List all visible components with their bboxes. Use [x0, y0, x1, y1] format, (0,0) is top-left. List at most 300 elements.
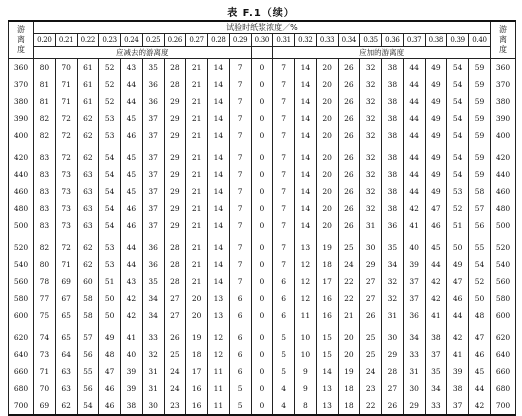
row-freeness-left: 540: [9, 256, 34, 273]
table-cell: 11: [295, 307, 317, 324]
table-cell: 7: [273, 217, 295, 234]
table-cell: 21: [186, 273, 208, 290]
table-cell: 52: [99, 76, 121, 93]
table-cell: 18: [338, 397, 360, 415]
table-cell: 35: [142, 59, 164, 77]
table-cell: 58: [77, 290, 99, 307]
table-cell: 28: [164, 256, 186, 273]
table-cell: 12: [295, 256, 317, 273]
table-cell: 47: [447, 273, 469, 290]
table-cell: 57: [469, 200, 491, 217]
table-cell: 39: [121, 363, 143, 380]
table-cell: 35: [142, 273, 164, 290]
table-cell: 21: [186, 127, 208, 144]
table-cell: 63: [77, 183, 99, 200]
table-cell: 38: [382, 59, 404, 77]
table-cell: 18: [186, 346, 208, 363]
table-cell: 54: [99, 149, 121, 166]
table-cell: 0: [251, 217, 273, 234]
table-cell: 37: [425, 346, 447, 363]
table-cell: 29: [360, 256, 382, 273]
table-cell: 27: [360, 273, 382, 290]
table-cell: 15: [316, 329, 338, 346]
table-cell: 6: [229, 307, 251, 324]
table-cell: 38: [382, 93, 404, 110]
row-freeness-left: 700: [9, 397, 34, 415]
table-cell: 50: [447, 239, 469, 256]
table-cell: 7: [229, 239, 251, 256]
table-cell: 50: [99, 307, 121, 324]
table-cell: 0: [251, 239, 273, 256]
table-cell: 47: [469, 329, 491, 346]
table-cell: 29: [164, 110, 186, 127]
table-cell: 59: [469, 166, 491, 183]
table-cell: 81: [34, 93, 56, 110]
table-row: [9, 346, 516, 363]
table-cell: 29: [164, 200, 186, 217]
table-cell: 44: [403, 183, 425, 200]
table-cell: 63: [77, 200, 99, 217]
table-cell: 80: [34, 256, 56, 273]
table-cell: 14: [208, 110, 230, 127]
table-cell: 33: [425, 397, 447, 415]
row-freeness-left: 620: [9, 329, 34, 346]
table-cell: 46: [121, 217, 143, 234]
table-cell: 82: [34, 110, 56, 127]
concentration-header-cell: 0.32: [295, 34, 317, 47]
table-cell: 75: [34, 307, 56, 324]
table-cell: 37: [142, 200, 164, 217]
table-cell: 16: [316, 290, 338, 307]
concentration-header-cell: 0.23: [99, 34, 121, 47]
table-row: [9, 200, 516, 217]
table-cell: 21: [186, 76, 208, 93]
table-cell: 37: [142, 127, 164, 144]
table-cell: 21: [186, 149, 208, 166]
table-cell: 60: [77, 273, 99, 290]
row-freeness-left: 360: [9, 59, 34, 77]
table-title: 表 F.1（续）: [227, 8, 295, 19]
table-cell: 26: [338, 110, 360, 127]
concentration-header-cell: 0.31: [273, 34, 295, 47]
table-cell: 54: [447, 59, 469, 77]
row-freeness-left: 520: [9, 239, 34, 256]
table-cell: 69: [55, 273, 77, 290]
table-cell: 55: [469, 239, 491, 256]
concentration-header-cell: 0.25: [142, 34, 164, 47]
table-cell: 0: [251, 183, 273, 200]
table-row: [9, 127, 516, 144]
table-cell: 72: [55, 127, 77, 144]
table-cell: 31: [403, 363, 425, 380]
table-cell: 63: [55, 380, 77, 397]
table-cell: 44: [403, 59, 425, 77]
table-cell: 33: [142, 329, 164, 346]
row-freeness-right: 380: [491, 93, 516, 110]
concentration-header-cell: 0.40: [469, 34, 491, 47]
table-cell: 0: [251, 127, 273, 144]
table-cell: 49: [425, 76, 447, 93]
table-cell: 83: [34, 149, 56, 166]
table-cell: 8: [295, 397, 317, 415]
table-cell: 54: [99, 183, 121, 200]
table-cell: 22: [338, 290, 360, 307]
table-cell: 42: [469, 397, 491, 415]
table-cell: 54: [447, 93, 469, 110]
table-cell: 50: [469, 290, 491, 307]
table-cell: 54: [99, 200, 121, 217]
table-cell: 14: [295, 93, 317, 110]
table-cell: 55: [77, 363, 99, 380]
table-cell: 37: [142, 110, 164, 127]
table-cell: 53: [447, 183, 469, 200]
table-cell: 7: [273, 200, 295, 217]
table-cell: 72: [55, 239, 77, 256]
table-cell: 14: [295, 166, 317, 183]
table-cell: 14: [295, 149, 317, 166]
table-cell: 19: [186, 329, 208, 346]
table-row: [9, 93, 516, 110]
table-cell: 71: [55, 93, 77, 110]
table-cell: 44: [121, 93, 143, 110]
table-cell: 29: [164, 166, 186, 183]
table-cell: 29: [164, 183, 186, 200]
table-cell: 21: [186, 110, 208, 127]
table-cell: 46: [469, 346, 491, 363]
row-freeness-right: 360: [491, 59, 516, 77]
table-cell: 61: [77, 59, 99, 77]
table-cell: 31: [142, 363, 164, 380]
table-cell: 0: [251, 290, 273, 307]
table-cell: 36: [142, 239, 164, 256]
table-cell: 12: [295, 273, 317, 290]
concentration-header-cell: 0.29: [229, 34, 251, 47]
table-cell: 13: [295, 239, 317, 256]
table-cell: 49: [99, 329, 121, 346]
table-cell: 26: [338, 76, 360, 93]
table-cell: 48: [99, 346, 121, 363]
table-cell: 14: [208, 217, 230, 234]
table-cell: 32: [360, 183, 382, 200]
row-freeness-left: 480: [9, 200, 34, 217]
table-cell: 14: [208, 59, 230, 77]
table-cell: 59: [469, 110, 491, 127]
table-cell: 14: [295, 76, 317, 93]
table-cell: 69: [34, 397, 56, 415]
table-cell: 59: [469, 59, 491, 77]
table-cell: 14: [208, 76, 230, 93]
table-cell: 28: [164, 59, 186, 77]
concentration-header-cell: 0.27: [186, 34, 208, 47]
table-cell: 13: [316, 397, 338, 415]
table-cell: 28: [164, 239, 186, 256]
table-cell: 34: [142, 307, 164, 324]
table-cell: 21: [186, 183, 208, 200]
concentration-header-cell: 0.26: [164, 34, 186, 47]
table-cell: 7: [229, 127, 251, 144]
table-cell: 14: [295, 200, 317, 217]
table-cell: 26: [338, 217, 360, 234]
table-cell: 7: [273, 76, 295, 93]
table-cell: 36: [403, 307, 425, 324]
table-cell: 7: [273, 183, 295, 200]
table-cell: 73: [55, 183, 77, 200]
table-cell: 73: [34, 346, 56, 363]
table-cell: 28: [164, 76, 186, 93]
table-cell: 71: [34, 363, 56, 380]
table-cell: 54: [447, 76, 469, 93]
concentration-header-cell: 0.39: [447, 34, 469, 47]
table-cell: 0: [251, 76, 273, 93]
table-cell: 42: [121, 290, 143, 307]
row-freeness-right: 460: [491, 183, 516, 200]
row-freeness-right: 580: [491, 290, 516, 307]
table-cell: 6: [273, 290, 295, 307]
table-cell: 27: [164, 290, 186, 307]
table-cell: 62: [77, 239, 99, 256]
table-cell: 7: [273, 93, 295, 110]
table-cell: 24: [164, 363, 186, 380]
table-cell: 7: [273, 127, 295, 144]
table-cell: 14: [295, 183, 317, 200]
table-row: [9, 307, 516, 324]
table-row: [9, 217, 516, 234]
table-cell: 29: [164, 93, 186, 110]
table-cell: 41: [447, 346, 469, 363]
table-cell: 49: [425, 149, 447, 166]
table-cell: 24: [360, 363, 382, 380]
table-cell: 0: [251, 149, 273, 166]
row-freeness-left: 640: [9, 346, 34, 363]
row-freeness-left: 400: [9, 127, 34, 144]
table-cell: 44: [469, 380, 491, 397]
table-cell: 47: [425, 200, 447, 217]
table-cell: 0: [251, 380, 273, 397]
table-cell: 37: [142, 149, 164, 166]
concentration-header-cell: 0.33: [316, 34, 338, 47]
table-cell: 13: [316, 380, 338, 397]
table-cell: 52: [447, 200, 469, 217]
table-cell: 14: [316, 363, 338, 380]
table-cell: 83: [34, 183, 56, 200]
table-cell: 28: [382, 363, 404, 380]
table-cell: 77: [34, 290, 56, 307]
concentration-header-cell: 0.36: [382, 34, 404, 47]
table-cell: 13: [208, 307, 230, 324]
table-cell: 20: [316, 127, 338, 144]
table-cell: 54: [447, 127, 469, 144]
table-cell: 16: [316, 307, 338, 324]
table-cell: 0: [251, 397, 273, 415]
table-cell: 9: [295, 363, 317, 380]
table-cell: 6: [229, 329, 251, 346]
table-cell: 0: [251, 166, 273, 183]
table-cell: 35: [382, 239, 404, 256]
row-freeness-right: 400: [491, 127, 516, 144]
table-cell: 38: [382, 110, 404, 127]
table-cell: 40: [403, 239, 425, 256]
table-cell: 67: [55, 290, 77, 307]
table-cell: 12: [208, 329, 230, 346]
table-cell: 18: [316, 256, 338, 273]
table-cell: 25: [338, 239, 360, 256]
table-cell: 27: [360, 290, 382, 307]
table-cell: 50: [99, 290, 121, 307]
table-cell: 38: [382, 183, 404, 200]
table-cell: 20: [316, 76, 338, 93]
table-cell: 64: [55, 346, 77, 363]
concentration-header-cell: 0.37: [403, 34, 425, 47]
row-freeness-right: 600: [491, 307, 516, 324]
table-cell: 13: [208, 290, 230, 307]
table-cell: 44: [403, 166, 425, 183]
table-cell: 45: [425, 239, 447, 256]
table-cell: 21: [338, 307, 360, 324]
table-cell: 14: [208, 166, 230, 183]
table-cell: 54: [99, 166, 121, 183]
table-cell: 14: [208, 93, 230, 110]
concentration-header-cell: 0.20: [34, 34, 56, 47]
table-cell: 7: [273, 110, 295, 127]
row-freeness-left: 500: [9, 217, 34, 234]
table-cell: 33: [403, 346, 425, 363]
row-freeness-right: 560: [491, 273, 516, 290]
table-cell: 23: [360, 380, 382, 397]
table-cell: 42: [121, 307, 143, 324]
row-freeness-left: 560: [9, 273, 34, 290]
table-cell: 29: [164, 217, 186, 234]
table-cell: 26: [360, 307, 382, 324]
table-cell: 82: [34, 239, 56, 256]
table-cell: 38: [425, 329, 447, 346]
table-cell: 11: [208, 380, 230, 397]
row-freeness-right: 700: [491, 397, 516, 415]
table-cell: 6: [229, 363, 251, 380]
table-cell: 39: [447, 363, 469, 380]
row-freeness-right: 680: [491, 380, 516, 397]
table-cell: 32: [142, 346, 164, 363]
table-cell: 54: [77, 397, 99, 415]
table-row: [9, 273, 516, 290]
table-cell: 7: [273, 239, 295, 256]
table-cell: 46: [99, 380, 121, 397]
table-cell: 42: [425, 273, 447, 290]
row-freeness-right: 640: [491, 346, 516, 363]
table-cell: 45: [121, 183, 143, 200]
row-freeness-left: 420: [9, 149, 34, 166]
table-cell: 35: [425, 363, 447, 380]
table-cell: 11: [208, 363, 230, 380]
table-cell: 32: [360, 200, 382, 217]
table-cell: 0: [251, 200, 273, 217]
table-row: [9, 76, 516, 93]
table-cell: 27: [382, 380, 404, 397]
table-cell: 7: [229, 76, 251, 93]
row-freeness-left: 370: [9, 76, 34, 93]
concentration-header-cell: 0.22: [77, 34, 99, 47]
table-cell: 38: [382, 149, 404, 166]
table-cell: 29: [403, 397, 425, 415]
table-cell: 0: [251, 59, 273, 77]
table-cell: 32: [360, 166, 382, 183]
table-cell: 38: [382, 200, 404, 217]
concentration-header-cell: 0.30: [251, 34, 273, 47]
table-cell: 51: [99, 273, 121, 290]
table-cell: 44: [403, 110, 425, 127]
table-cell: 44: [403, 76, 425, 93]
table-cell: 46: [447, 290, 469, 307]
table-cell: 7: [229, 273, 251, 290]
table-cell: 36: [142, 93, 164, 110]
row-freeness-left: 680: [9, 380, 34, 397]
table-cell: 7: [229, 217, 251, 234]
table-cell: 25: [360, 329, 382, 346]
table-cell: 37: [142, 217, 164, 234]
table-cell: 46: [121, 127, 143, 144]
table-cell: 20: [316, 59, 338, 77]
table-cell: 30: [403, 380, 425, 397]
table-cell: 14: [295, 127, 317, 144]
table-cell: 14: [208, 149, 230, 166]
table-cell: 45: [469, 363, 491, 380]
table-cell: 14: [208, 239, 230, 256]
table-cell: 31: [382, 307, 404, 324]
table-cell: 4: [273, 397, 295, 415]
table-cell: 72: [55, 149, 77, 166]
table-cell: 38: [447, 380, 469, 397]
table-cell: 44: [121, 239, 143, 256]
concentration-header-cell: 0.35: [360, 34, 382, 47]
left-freeness-header: 游离度: [9, 21, 34, 59]
table-cell: 30: [360, 239, 382, 256]
table-cell: 24: [164, 380, 186, 397]
table-cell: 11: [208, 397, 230, 415]
table-cell: 16: [186, 397, 208, 415]
table-cell: 0: [251, 256, 273, 273]
table-cell: 26: [164, 329, 186, 346]
table-cell: 20: [316, 166, 338, 183]
table-row: [9, 290, 516, 307]
table-cell: 37: [403, 273, 425, 290]
table-cell: 12: [208, 346, 230, 363]
table-cell: 81: [34, 76, 56, 93]
table-cell: 32: [360, 59, 382, 77]
table-cell: 12: [295, 290, 317, 307]
table-cell: 21: [186, 93, 208, 110]
table-cell: 44: [425, 256, 447, 273]
row-freeness-left: 460: [9, 183, 34, 200]
concentration-header-cell: 0.38: [425, 34, 447, 47]
table-cell: 0: [251, 110, 273, 127]
table-cell: 7: [273, 149, 295, 166]
table-cell: 7: [229, 110, 251, 127]
table-cell: 49: [425, 59, 447, 77]
table-cell: 53: [99, 110, 121, 127]
table-cell: 53: [99, 256, 121, 273]
table-cell: 73: [55, 217, 77, 234]
table-cell: 43: [121, 273, 143, 290]
table-cell: 44: [447, 307, 469, 324]
table-cell: 43: [121, 59, 143, 77]
table-cell: 17: [316, 273, 338, 290]
table-cell: 41: [403, 217, 425, 234]
table-cell: 44: [121, 256, 143, 273]
table-cell: 10: [295, 329, 317, 346]
table-cell: 59: [469, 149, 491, 166]
table-cell: 0: [251, 307, 273, 324]
table-cell: 56: [77, 380, 99, 397]
table-cell: 44: [403, 93, 425, 110]
